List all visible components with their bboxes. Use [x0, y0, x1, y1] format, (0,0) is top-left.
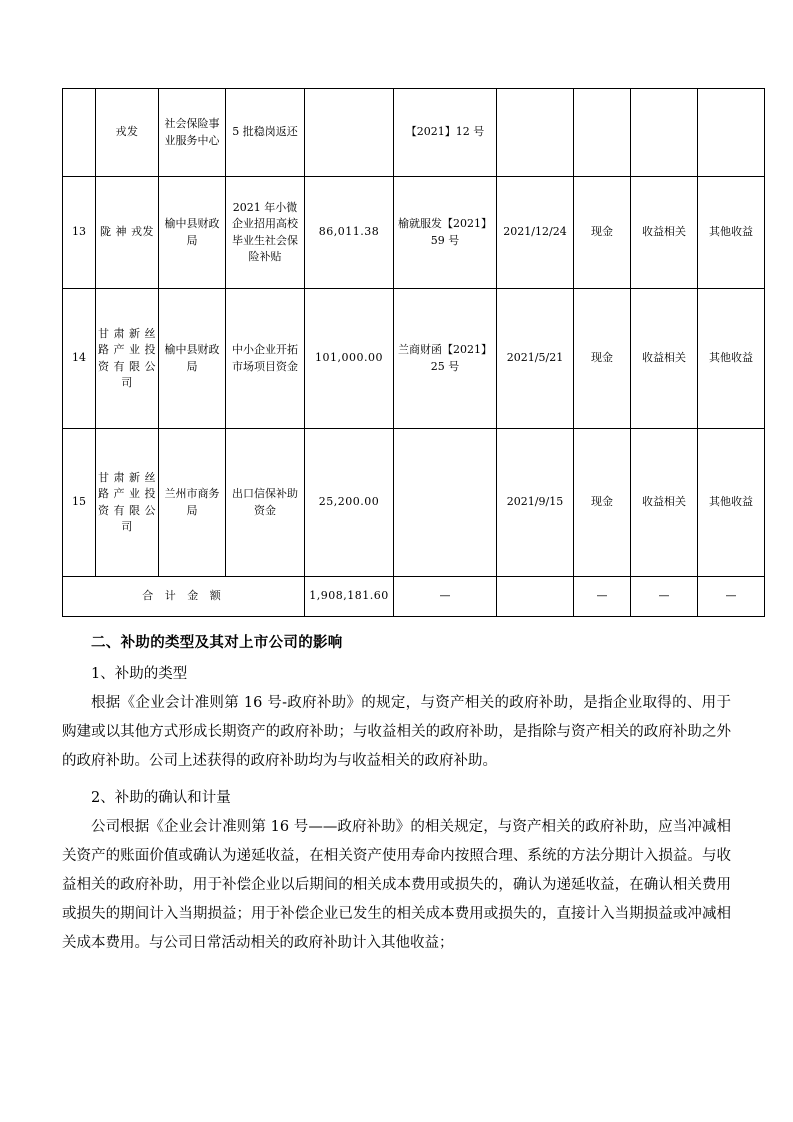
- cell-subject: 其他收益: [698, 177, 765, 289]
- section-title: 二、补助的类型及其对上市公司的影响: [91, 634, 343, 651]
- cell-total-date: [497, 577, 574, 617]
- cell-amount: [305, 89, 394, 177]
- cell-company: 戎发: [96, 89, 159, 177]
- cell-date: [497, 89, 574, 177]
- cell-num: [63, 89, 96, 177]
- table-total-row: [63, 577, 765, 617]
- cell-dept: 兰州市商务局: [159, 429, 226, 577]
- cell-type: [574, 89, 631, 177]
- cell-project: 出口信保补助资金: [226, 429, 305, 577]
- cell-dept: 榆中县财政局: [159, 289, 226, 429]
- government-grant-table: [62, 88, 765, 617]
- cell-type: 现金: [574, 429, 631, 577]
- cell-docno: 【2021】12 号: [394, 89, 497, 177]
- table-row: [63, 177, 765, 289]
- cell-num: 14: [63, 289, 96, 429]
- cell-relation: [631, 89, 698, 177]
- cell-project: 2021 年小微企业招用高校毕业生社会保险补贴: [226, 177, 305, 289]
- cell-relation: 收益相关: [631, 177, 698, 289]
- cell-total-label: 合 计 金 额: [63, 577, 305, 617]
- cell-subject: [698, 89, 765, 177]
- cell-type: 现金: [574, 177, 631, 289]
- cell-company: 甘 肃 新 丝 路 产 业 投 资 有 限 公 司: [96, 289, 159, 429]
- cell-company: 甘 肃 新 丝 路 产 业 投 资 有 限 公 司: [96, 429, 159, 577]
- cell-subject: 其他收益: [698, 429, 765, 577]
- cell-dept: 榆中县财政局: [159, 177, 226, 289]
- cell-total-type: —: [574, 577, 631, 617]
- table-row: [63, 289, 765, 429]
- cell-amount: 25,200.00: [305, 429, 394, 577]
- cell-company: 陇 神 戎发: [96, 177, 159, 289]
- subsection-title-1: 1、补助的类型: [91, 666, 188, 682]
- cell-amount: 101,000.00: [305, 289, 394, 429]
- cell-dept: 社会保险事业服务中心: [159, 89, 226, 177]
- cell-docno: 榆就服发【2021】59 号: [394, 177, 497, 289]
- cell-total-relation: —: [631, 577, 698, 617]
- cell-docno: [394, 429, 497, 577]
- table-body: [63, 89, 765, 617]
- paragraph-grant-type: 根据《企业会计准则第 16 号-政府补助》的规定，与资产相关的政府补助，是指企业取得的、用于购建或以其他方式形成长期资产的政府补助；与收益相关的政府补助，是指除与资产相关的政府补助之外的政府补助。公司上述获得的政府补助均为与收益相关的政府补助。: [62, 695, 731, 769]
- cell-type: 现金: [574, 289, 631, 429]
- paragraph-recognition: 公司根据《企业会计准则第 16 号——政府补助》的相关规定，与资产相关的政府补助，应当冲减相关资产的账面价值或确认为递延收益，在相关资产使用寿命内按照合理、系统的方法分期计入损益。与收益相关的政府补助，用于补偿企业以后期间的相关成本费用或损失的，确认为递延收益，在确认相关费用或损失的期间计入当期损益；用于补偿企业已发生的相关成本费用或损失的，直接计入当期损益或冲减相关成本费用。与公司日常活动相关的政府补助计入其他收益；: [62, 819, 731, 951]
- cell-date: 2021/5/21: [497, 289, 574, 429]
- table-row: [63, 89, 765, 177]
- cell-amount: 86,011.38: [305, 177, 394, 289]
- cell-relation: 收益相关: [631, 429, 698, 577]
- cell-project: 中小企业开拓市场项目资金: [226, 289, 305, 429]
- cell-subject: 其他收益: [698, 289, 765, 429]
- cell-docno: 兰商财函【2021】25 号: [394, 289, 497, 429]
- table-row: [63, 429, 765, 577]
- cell-num: 15: [63, 429, 96, 577]
- cell-total-docno: —: [394, 577, 497, 617]
- cell-project: 5 批稳岗返还: [226, 89, 305, 177]
- cell-total-subject: —: [698, 577, 765, 617]
- cell-date: 2021/9/15: [497, 429, 574, 577]
- cell-relation: 收益相关: [631, 289, 698, 429]
- cell-date: 2021/12/24: [497, 177, 574, 289]
- cell-total-amount: 1,908,181.60: [305, 577, 394, 617]
- subsection-title-2: 2、补助的确认和计量: [91, 790, 231, 806]
- cell-num: 13: [63, 177, 96, 289]
